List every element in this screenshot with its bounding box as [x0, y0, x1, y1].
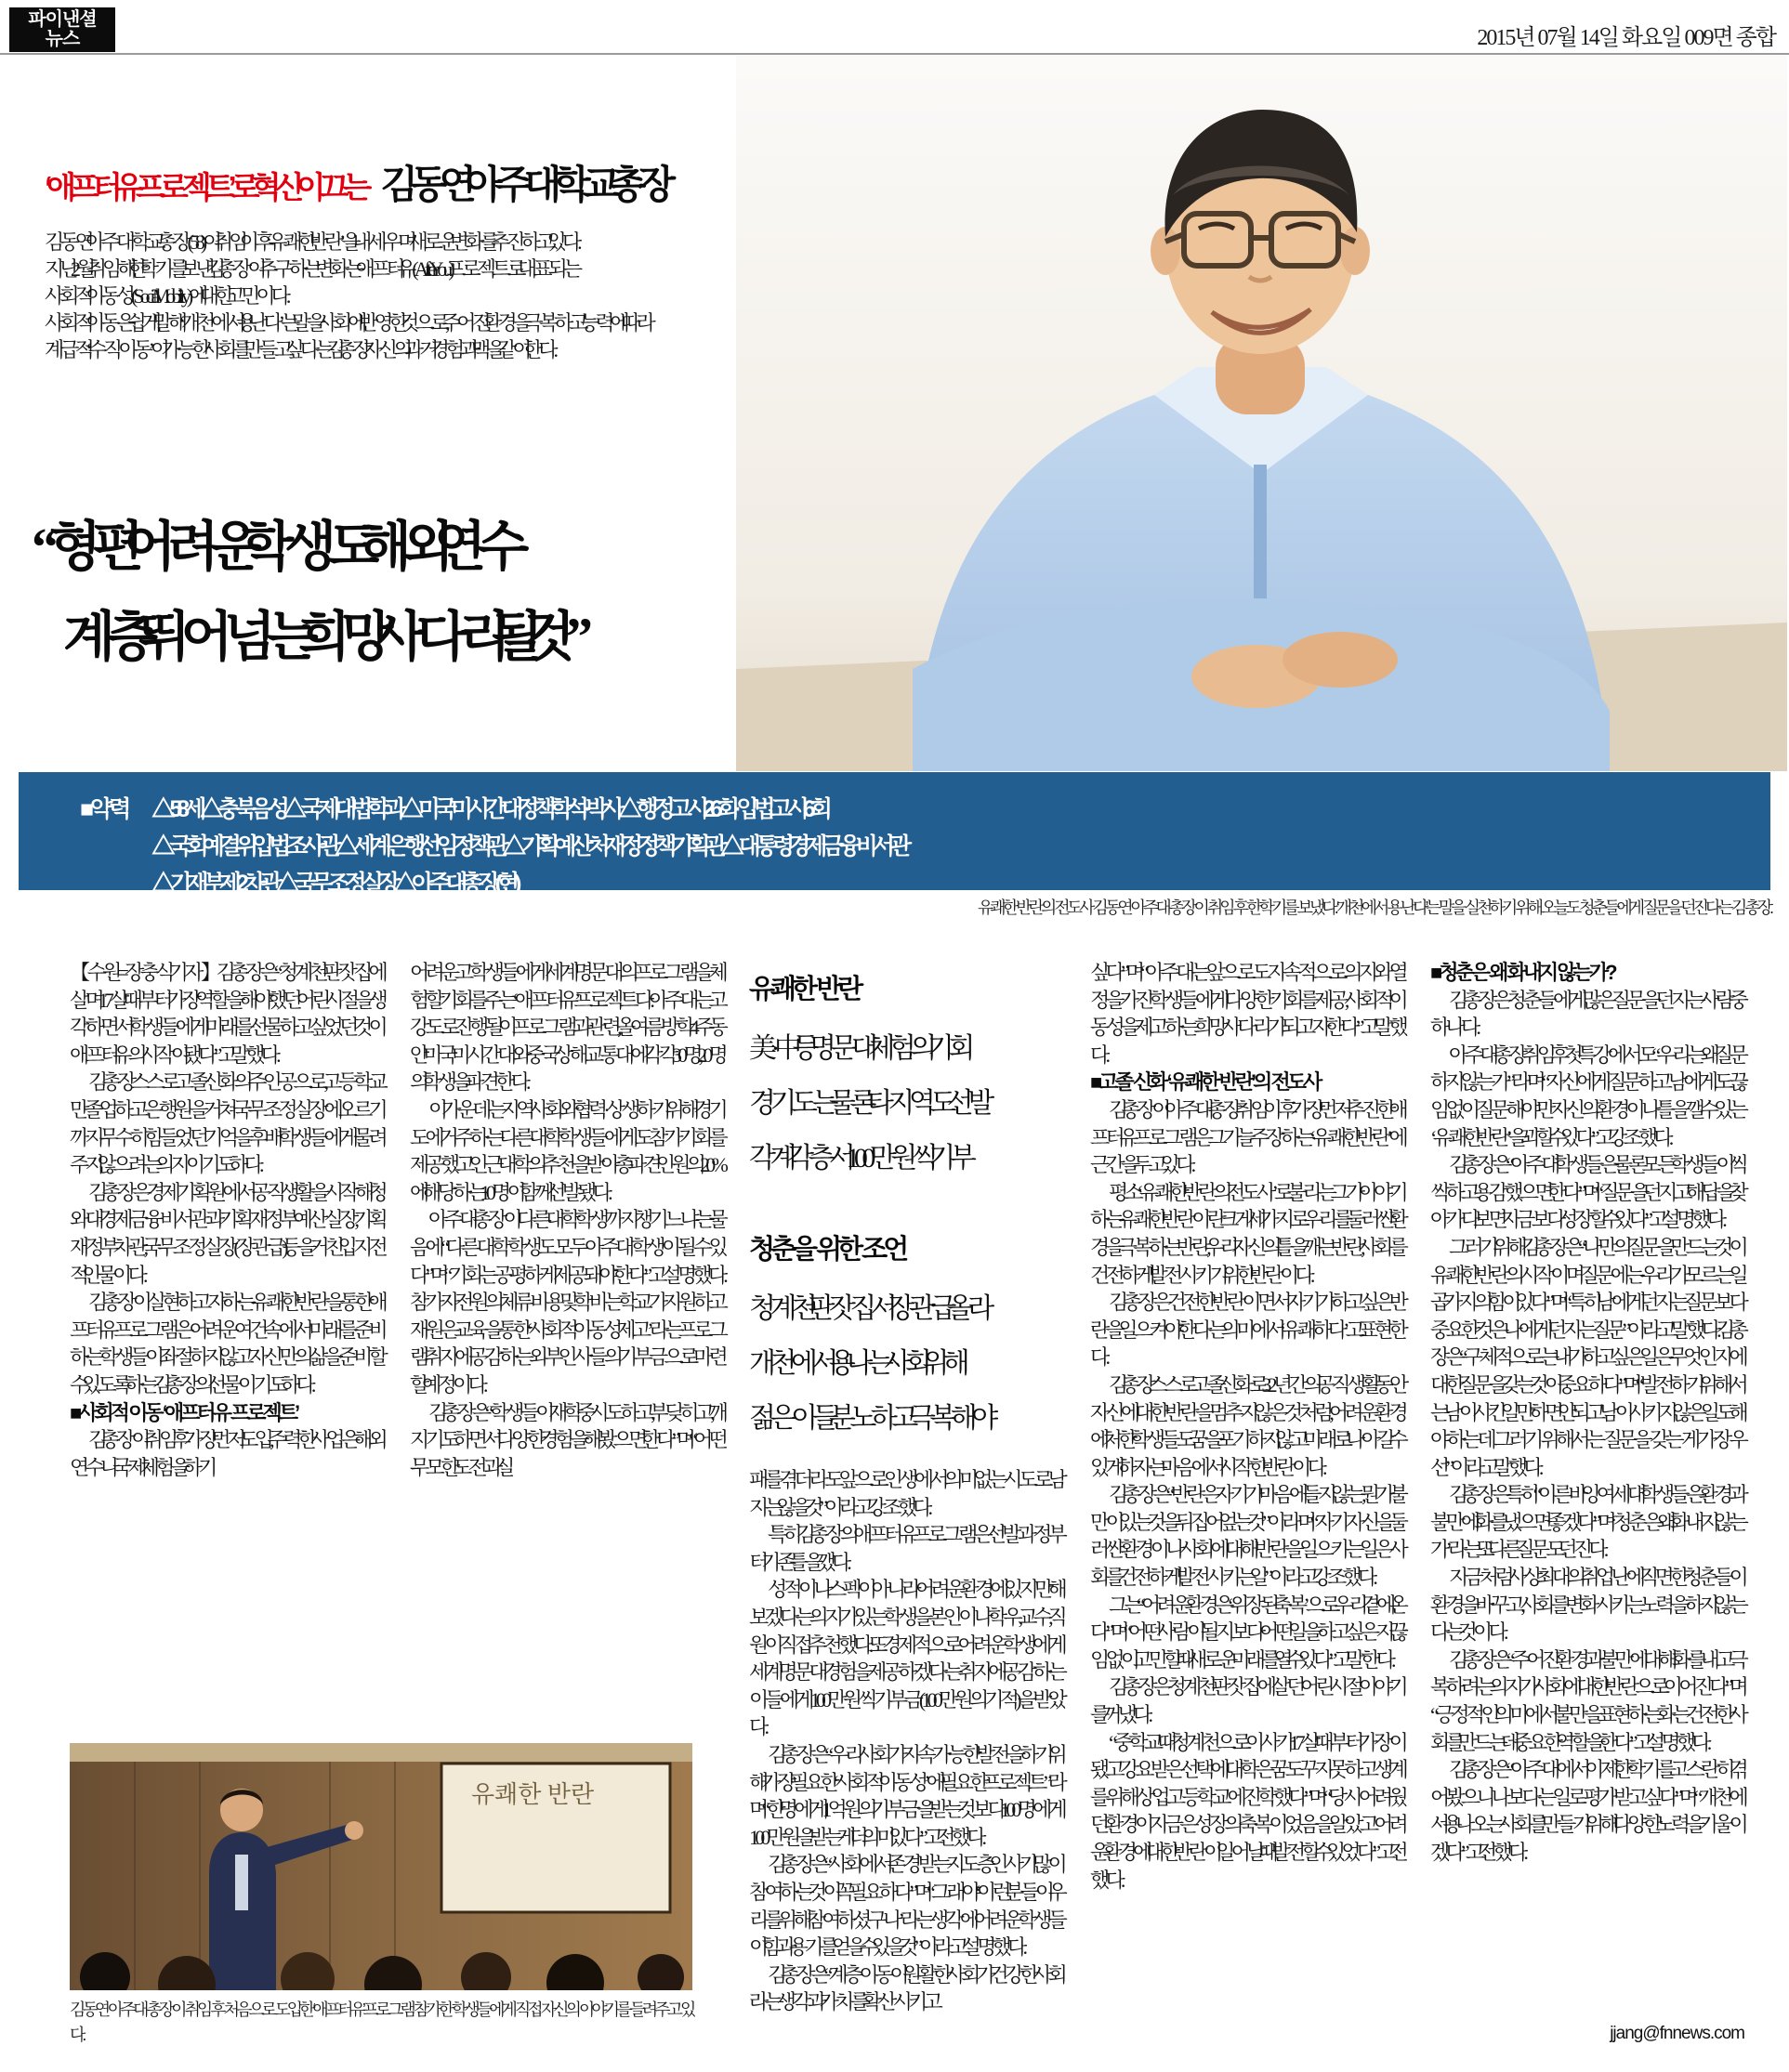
profile-box: [19, 772, 1770, 897]
article-paragraph: 김 총장은 특히 “이른바 잉여세대 학생들은 환경과 불만에 화를 냈으면 좋겠다”며 ‘청춘은 왜 화내지 않는가’라는 또 다른 질문도 던진다.: [1430, 1483, 1744, 1562]
pull-quote-group-1: [749, 968, 1071, 1186]
article-paragraph: 김 총장은 “사회에서 존경받는 지도층 인사가 많이 참여하는 것이 꼭 필요하다”며 “그래야 ‘이런 분들이 우리를 위해 참여하셨구나’라는 생각에 어려운 학생들이 힘과 용기를 얻을 수 있을 것”이라고 설명했다.: [749, 1853, 1063, 1960]
pull-quote-line: 美·中 등 명문대 체험의 기회: [749, 1033, 969, 1064]
article-column-2: [410, 959, 724, 1481]
logo-line1: 파이낸셜: [28, 9, 97, 30]
article-paragraph: 어려운 고학생들에게 세계 명문대의 프로그램을 체험할 기회를 주는 ‘애프터 유’ 프로젝트다. 아주대는 고강도로 진행될 이 프로그램과 관련, 올 여름방학 4주 동안 미국 미시간대와 중국 상해교통대에 각각 30명, 20명의 학생을 파견한다.: [410, 961, 724, 1095]
edition-dateline: 2015년 07월 14일 화요일 009면 종합: [1477, 26, 1775, 50]
article-paragraph: 김 총장 스스로 고졸 신화의 주인공으로, 고등학교만 졸업하고 은행원을 거쳐 국무조정실장에 오르기까지 무수히 힘들었던 기억을 후배 학생들에게 물려주지 않으려는 의지이기도 하다.: [70, 1070, 384, 1177]
lecture-photo-caption: 김동연 아주대 총장이 취임 후 처음으로 도입한 ‘애프터유’ 프로그램 참가한 학생들에게 직접 자신의 이야기를 들려주고 있다.: [70, 1998, 698, 2048]
article-paragraph: 김 총장은 “아주대에서 이제 한 학기를 고스란히 겪어봤으니 나보다는 일로 평가받고 싶다”며 “개천에서 용 나오는 사회를 만들기 위해 다양한 노력을 기울이겠다”고 전했다.: [1430, 1758, 1744, 1864]
section-subhead: ■사회적 이동 ‘애프터유 프로젝트’: [70, 1400, 297, 1424]
lecture-photo: [70, 1743, 692, 1990]
pull-quote-line: 경기도는 물론 타지역도 선발: [749, 1088, 989, 1119]
article-paragraph: 김 총장은 경제기획원에서 공직 생활을 시작해 청와대 경제금융비서관과 기획재정부 예산실장, 기획재정부 차관, 국무조정실장(장관급) 등을 거친 입지전적 인물이다.: [70, 1180, 384, 1287]
masthead-rule: [0, 53, 1789, 55]
main-quote-line1: “형편 어려운 학생도 해외 연수: [32, 517, 520, 577]
article-paragraph: 그러기 위해 김 총장은 “나만의 질문을 만드는 것이 유쾌한 반란의 시작이며 질문에는 우리가 모르는 일곱 가지의 힘이 있다”며 “특히 남에게 던지는 질문보다 중요한 것은 나에게 던지는 질문”이라고 말했다. 김 총장은 “구체적으로는 내가 하고 싶은 일은 무엇인지에 대한 질문을 갖는 것이 중요하다”며 “발전하기 위해서는 남이 시킨 일만 하면 안 되고 남이 시키지 않은 일도 해야 하는데 그러기 위해서는 질문을 갖는 게 가장 우선”이라고 말했다.: [1430, 1235, 1744, 1479]
article-paragraph: 김 총장이 아주대 총장 취임 이후 가장 먼저 추진한 애프터 유 프로그램은 그가 늘 주장하는 ‘유쾌한 반란’에 근간을 두고 있다.: [1090, 1097, 1404, 1177]
deck-line: 사회적 이동성(Social Mobility)에 대한 고민이다.: [45, 284, 287, 308]
article-paragraph: 김 총장은 청춘들에게 많은 질문을 던지는 사람 중 하나다.: [1430, 988, 1744, 1040]
fnnews-logo: [9, 7, 115, 52]
article-paragraph: 성적이나 스펙이 아니라 어려운 환경에 있지만 해보겠다는 의지가 있는 학생을 본인이나 학우, 교수, 직원이 직접 추천했다. 또 경제적으로 어려운 학생에게 세계 명문대 경험을 제공하겠다는 취지에 공감하는 이들에게 100만원씩 기부금(100만원의 기적)을 받았다.: [749, 1578, 1063, 1739]
article-paragraph: 패를 겪더라도 앞으로 인생에서 의미 없는 시도로 남지는 않을 것”이라고 강조했다.: [749, 1468, 1063, 1519]
article-paragraph: 김 총장이 취임 후 가장 먼저 도입, 주력한 사업은 해외 연수나 국제 체험을 하기: [70, 1428, 384, 1479]
profile-label: ■약력: [80, 796, 128, 822]
pull-quote-line: 청계천 판잣집서 장관급 올라: [749, 1293, 989, 1324]
section-subhead: ■청춘은 왜 화내지 않는가?: [1430, 961, 1614, 984]
article-column-5: [1430, 959, 1744, 1867]
profile-line: △58세 △충북 음성 △국제대 법학과 △미국 미시간대 정책학 석·박사 △행정고시 26회·입법고시 6회: [151, 796, 827, 822]
pull-quote-block: [749, 968, 1071, 1446]
logo-line2: 뉴스: [45, 29, 80, 49]
portrait-photo: [736, 56, 1787, 771]
article-paragraph: 김 총장은 “반란은 자기가 마음에 들지 않는, 뭔가 불만이 있는 것을 뒤집어 엎는 것”이라며 “자기자신을 둘러싼 환경이나 사회에 대해 반란을 일으키는 일은 사회를 건전하게 발전시키는 일”이라고 강조했다.: [1090, 1483, 1404, 1590]
deck-line: 김동연 아주대학교 총장(58)이 취임 이후 ‘유쾌한 반란’을 내세우며 새로운 변화를 추진하고 있다.: [45, 230, 578, 254]
pull-quote-header: 유쾌한 반란: [749, 975, 860, 1004]
article-column-3: [749, 1466, 1063, 2016]
article-paragraph: “중학교 때 청계천으로 이사가 17살 때부터 가장이 됐고 강요받은 선택에 대학은 꿈도 꾸지 못하고 생계를 위해 상업고등학교에 진학했다”며 “당시 어려웠던 환경이 지금은 성장의 축복이었음을 알았고 어려운 환경에 대한 반란이 일어날 때 발전할 수 있었다”고 전했다.: [1090, 1730, 1404, 1892]
portrait-photo-caption: 유쾌한 반란의 전도사 김동연 아주대 총장이 취임 후 한학기를 보냈다. ‘개천에서 용 난다’는 말을 실천하기 위해 오늘도 청춘들에게 질문을 던진다는 김 총장.: [977, 898, 1770, 917]
article-paragraph: 김 총장은 “학생들이 재학 중 시도하고, 부딪히고, 깨지기도 하면서 다양한 경험을 해봤으면 한다”며 “어떤 무모한 도전과 실: [410, 1400, 724, 1479]
article-column-4: [1090, 959, 1404, 1894]
article-paragraph: 김 총장은 청계천 판잣집에 살던 어린 시절 이야기를 꺼냈다.: [1090, 1675, 1404, 1727]
article-paragraph: 싶다”며 “아주대는 앞으로도 지속적으로 의지와 열정을 가진 학생들에게 다양한 기회를 제공, 사회적 이동성을 제고하는 희망 사다리가 되고자 한다”고 말했다.: [1090, 961, 1404, 1067]
article-paragraph: 김 총장은 건전한 반란이면서 자기가 하고 싶은 반란을 일으켜야 한다는 의미에서 ‘유쾌하다’고 표현한다.: [1090, 1291, 1404, 1370]
deck-line: 계급적 ‘수직이동’이 가능한 사회를 만들고 싶다는 김 총장 자신의 과거 경험과 맥을 같이 한다.: [45, 338, 554, 361]
lecture-photo-graphic: [70, 1743, 692, 1990]
deck-line: 지난 2월 취임해 한 학기를 보낸 김 총장이 추구하는 변화는 애프터 유(After You) 프로젝트로 대표되는: [45, 257, 579, 281]
pull-quote-line: 개천에서 용 나는 사회 위해: [749, 1348, 965, 1379]
article-paragraph: 아주대 총장 취임 후 첫 특강에서도 “우리는 왜 질문하지 않는가”라며 “자신에게 질문하고 남에게도 끊임없이 질문해야만 자신의 환경이나 틀을 깰 수 있는 ‘유쾌한 반란’을 꾀할 수 있다”고 강조했다.: [1430, 1043, 1744, 1149]
deck-line: 사회적 이동은 쉽게 말해 ‘개천에서 용 난다’는 말을 사회에 반영한 것으로, 주어진 환경을 극복하고 능력에 따라: [45, 311, 651, 334]
article-paragraph: 김 총장은 “아주대 학생들은 물론 모든 학생들이 씩씩하고 용감했으면 한다”며 “질문을 던지고 해답을 찾아가다 보면 지금보다 성장할 수 있다”고 설명했다.: [1430, 1153, 1744, 1232]
article-deck: [45, 229, 844, 363]
article-paragraph: 김 총장은 “우리 사회가 지속가능한 발전을 하기 위해 가장 필요한 ‘사회적 이동성’에 필요한 프로젝트”라며 “한 명에게 1억원의 기부금을 받는 것보다 100명에게 100만원을 받는 게 더 의미 있다”고 전했다.: [749, 1742, 1063, 1849]
article-paragraph: 아주대 총장이 다른 대학 학생까지 챙기느냐는 물음에 “다른 대학 학생도 모두 아주대 학생이 될 수 있다”며 “기회는 공평하게 제공돼야 한다”고 설명했다. 참가자 전원의 체류비용 및 학비는 학교가 지원하고 재원은 교육을 통한 ‘사회적 이동성 제고’라는 프로그램 취지에 공감하는 외부 인사들의 기부금으로 마련할 예정이다.: [410, 1208, 724, 1397]
pull-quote-header: 청춘을 위한 조언: [749, 1235, 905, 1265]
article-paragraph: 김 총장 스스로 고졸 신화로 32년간의 공직생활 동안 자신에 대한 반란을 멈추지 않은 것처럼, 어려운 환경에 처한 학생들도 꿈을 포기하지 않고 미래로 나아갈 수 있게 하자는 마음에서 시작한 반란이다.: [1090, 1372, 1405, 1479]
article-paragraph: 【수원=장충식 기자】 김 총장은 “청계천 판잣집에 살며 17살 때부터 가장 역할을 해야 했던 어린 시절을 생각하면서 학생들에게 미래를 선물하고 싶었던 것이 애프터 유의 시작이 됐다”고 말했다.: [70, 961, 384, 1067]
article-paragraph: 지금처럼 사상 최대의 취업난에 직면한 청춘들이 환경을 바꾸고, 사회를 변화시키는 노력을 하지 않는다는 것이다.: [1430, 1566, 1744, 1645]
portrait-photo-graphic: [736, 56, 1787, 771]
main-quote-headline: [32, 502, 794, 682]
section-subhead: ■고졸 신화 ‘유쾌한 반란’의 전도사: [1090, 1070, 1320, 1095]
article-paragraph: 평소 ‘유쾌한 반란의 전도사’로 불리는 그가 이야기하는 유쾌한 반란이란 크게 세 가지로 우리를 둘러싼 환경을 극복하는 반란, 우리 자신의 틀을 깨는 반란, 사회를 건전하게 발전시키기 위한 반란이다.: [1090, 1180, 1404, 1287]
article-column-1: [70, 959, 384, 1481]
pull-quote-group-2: [749, 1228, 1071, 1446]
profile-lines: [151, 791, 906, 902]
article-paragraph: 김 총장이 실현하고자 하는 유쾌한 반란을 통한 애프터 유 프로그램은 어려운 여건 속에서 미래를 준비하는 학생들이 좌절하지 않고 자신만의 삶을 준비할 수 있도록 하는 김 총장의 선물이기도 하다.: [70, 1291, 384, 1397]
article-paragraph: 김 총장은 “계층이동이 원활한 사회가 건강한 사회라는 생각과 가치를 확산시키고: [749, 1962, 1063, 2014]
pull-quote-line: 젊은이들 분노하고 극복해야: [749, 1403, 993, 1434]
article-paragraph: 이 가운데는 지역 사회와 협력·상생하기 위해 경기도에 거주하는 다른 대학 학생들에게도 참가 기회를 제공했고 인근 대학의 추천을 받아 총 파견 인원의 20%에 해당하는 10명이 함께 선발됐다.: [410, 1097, 724, 1204]
main-quote-line2: 계층 뛰어넘는 희망 사다리 될 것”: [63, 607, 584, 667]
headline-name-title: 김동연 아주대학교 총장: [380, 164, 668, 207]
pull-quote-line: 각계 각층서 100만원씩 기부: [749, 1143, 971, 1174]
projection-screen-text: 유쾌한 반란: [471, 1781, 595, 1808]
article-paragraph: 그는 “어려운 환경은 ‘위장된 축복’으로 우리 곁에 온다”며 “어떤 사람이 될지보다 어떤 일을 하고 싶은지 끊임없이 고민할 때 새로운 미래를 열 수 있다”고 말한다.: [1090, 1593, 1404, 1672]
headline-kicker: ‘애프터 유 프로젝트’로 혁신 이끄는: [45, 170, 366, 204]
profile-line: △국회 예결위 입법조사관 △세계은행 선임정책관 △기획예산처 재정정책기획관 △대통령 경제금융비서관: [151, 833, 907, 859]
article-paragraph: 특히 김 총장의 애프터유 프로그램은 선발과정부터 기존 틀을 깼다.: [749, 1523, 1063, 1574]
reporter-email-link[interactable]: jjang@fnnews.com: [1610, 2024, 1744, 2043]
profile-line: △기재부 제2차관 △국무조정실장 △아주대 총장(현): [151, 871, 517, 897]
article-paragraph: 김 총장은 “주어진 환경과 불만에 대해 화를 내고 극복하려는 의지가 사회에 대한 반란으로 이어진다”며 “긍정적인 의미에서 불만을 표현하는 화는 건전한 사회를 만드는 데 중요한 역할을 한다”고 설명했다.: [1430, 1647, 1744, 1754]
